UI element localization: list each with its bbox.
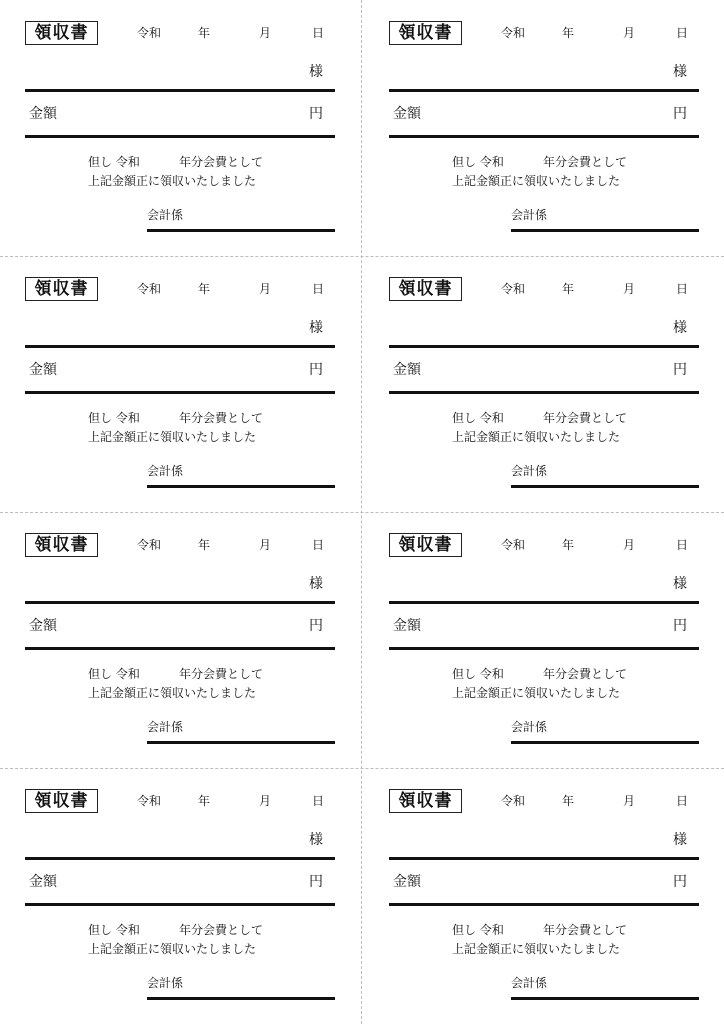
honorific-label: 様 [673, 832, 687, 848]
yen-label: 円 [309, 362, 323, 378]
honorific-label: 様 [309, 320, 323, 336]
proviso-prefix: 但し 令和 [88, 923, 140, 937]
honorific-label: 様 [309, 576, 323, 592]
confirmation-text: 上記金額正に領収いたしました [452, 686, 621, 700]
recipient-line [389, 345, 699, 348]
yen-label: 円 [673, 874, 687, 890]
receipt-card-r2 [0, 256, 362, 512]
receipt-title: 領収書 [389, 789, 462, 813]
yen-label: 円 [673, 362, 687, 378]
year-label: 年 [198, 794, 211, 808]
day-label: 日 [312, 538, 325, 552]
era-label: 令和 [137, 794, 162, 808]
day-label: 日 [676, 282, 689, 296]
recipient-line [25, 857, 335, 860]
month-label: 月 [259, 538, 272, 552]
amount-line [25, 647, 335, 650]
amount-label: 金額 [393, 106, 421, 122]
amount-line [389, 391, 699, 394]
yen-label: 円 [673, 106, 687, 122]
year-label: 年 [562, 794, 575, 808]
confirmation-text: 上記金額正に領収いたしました [88, 174, 257, 188]
receipt-title: 領収書 [25, 789, 98, 813]
clerk-label: 会計係 [147, 208, 184, 222]
proviso-suffix: 年分会費として [543, 411, 628, 425]
proviso-suffix: 年分会費として [179, 667, 264, 681]
receipt-card-r5 [364, 0, 724, 256]
era-label: 令和 [501, 538, 526, 552]
month-label: 月 [623, 26, 636, 40]
month-label: 月 [623, 538, 636, 552]
amount-line [25, 903, 335, 906]
year-label: 年 [198, 26, 211, 40]
recipient-line [389, 857, 699, 860]
amount-line [389, 647, 699, 650]
receipt-title: 領収書 [25, 277, 98, 301]
day-label: 日 [312, 26, 325, 40]
receipt-card-r6 [364, 256, 724, 512]
proviso-prefix: 但し 令和 [452, 923, 504, 937]
receipt-title: 領収書 [25, 533, 98, 557]
clerk-signature-line [147, 229, 335, 232]
clerk-label: 会計係 [511, 464, 548, 478]
era-label: 令和 [137, 282, 162, 296]
recipient-line [389, 89, 699, 92]
amount-line [389, 135, 699, 138]
clerk-signature-line [511, 229, 699, 232]
confirmation-text: 上記金額正に領収いたしました [88, 686, 257, 700]
proviso-suffix: 年分会費として [543, 667, 628, 681]
month-label: 月 [623, 282, 636, 296]
receipt-title: 領収書 [389, 533, 462, 557]
month-label: 月 [259, 794, 272, 808]
clerk-signature-line [147, 485, 335, 488]
proviso-prefix: 但し 令和 [88, 155, 140, 169]
clerk-signature-line [511, 741, 699, 744]
day-label: 日 [312, 794, 325, 808]
proviso-suffix: 年分会費として [179, 155, 264, 169]
amount-label: 金額 [29, 874, 57, 890]
yen-label: 円 [309, 618, 323, 634]
honorific-label: 様 [309, 832, 323, 848]
honorific-label: 様 [673, 576, 687, 592]
confirmation-text: 上記金額正に領収いたしました [88, 942, 257, 956]
amount-label: 金額 [29, 618, 57, 634]
yen-label: 円 [673, 618, 687, 634]
receipt-card-r3 [0, 512, 362, 768]
clerk-label: 会計係 [147, 464, 184, 478]
day-label: 日 [676, 794, 689, 808]
proviso-prefix: 但し 令和 [88, 411, 140, 425]
clerk-label: 会計係 [511, 720, 548, 734]
recipient-line [389, 601, 699, 604]
month-label: 月 [259, 282, 272, 296]
proviso-suffix: 年分会費として [543, 155, 628, 169]
year-label: 年 [198, 282, 211, 296]
era-label: 令和 [501, 26, 526, 40]
receipt-title: 領収書 [25, 21, 98, 45]
recipient-line [25, 601, 335, 604]
month-label: 月 [259, 26, 272, 40]
era-label: 令和 [137, 538, 162, 552]
clerk-label: 会計係 [147, 720, 184, 734]
confirmation-text: 上記金額正に領収いたしました [452, 430, 621, 444]
era-label: 令和 [137, 26, 162, 40]
amount-line [25, 391, 335, 394]
amount-label: 金額 [393, 874, 421, 890]
amount-label: 金額 [393, 618, 421, 634]
confirmation-text: 上記金額正に領収いたしました [452, 942, 621, 956]
confirmation-text: 上記金額正に領収いたしました [452, 174, 621, 188]
amount-label: 金額 [393, 362, 421, 378]
clerk-signature-line [147, 741, 335, 744]
year-label: 年 [562, 538, 575, 552]
receipt-title: 領収書 [389, 277, 462, 301]
amount-label: 金額 [29, 106, 57, 122]
yen-label: 円 [309, 106, 323, 122]
receipt-title: 領収書 [389, 21, 462, 45]
clerk-signature-line [511, 997, 699, 1000]
clerk-label: 会計係 [511, 208, 548, 222]
year-label: 年 [198, 538, 211, 552]
year-label: 年 [562, 26, 575, 40]
confirmation-text: 上記金額正に領収いたしました [88, 430, 257, 444]
receipt-card-r1 [0, 0, 362, 256]
receipt-card-r4 [0, 768, 362, 1024]
proviso-prefix: 但し 令和 [452, 155, 504, 169]
amount-line [25, 135, 335, 138]
clerk-signature-line [147, 997, 335, 1000]
proviso-prefix: 但し 令和 [452, 667, 504, 681]
clerk-label: 会計係 [511, 976, 548, 990]
proviso-prefix: 但し 令和 [88, 667, 140, 681]
clerk-signature-line [511, 485, 699, 488]
proviso-prefix: 但し 令和 [452, 411, 504, 425]
day-label: 日 [676, 538, 689, 552]
day-label: 日 [312, 282, 325, 296]
proviso-suffix: 年分会費として [179, 923, 264, 937]
proviso-suffix: 年分会費として [179, 411, 264, 425]
receipt-card-r7 [364, 512, 724, 768]
honorific-label: 様 [673, 320, 687, 336]
era-label: 令和 [501, 282, 526, 296]
honorific-label: 様 [673, 64, 687, 80]
honorific-label: 様 [309, 64, 323, 80]
yen-label: 円 [309, 874, 323, 890]
receipt-card-r8 [364, 768, 724, 1024]
recipient-line [25, 345, 335, 348]
month-label: 月 [623, 794, 636, 808]
recipient-line [25, 89, 335, 92]
day-label: 日 [676, 26, 689, 40]
year-label: 年 [562, 282, 575, 296]
era-label: 令和 [501, 794, 526, 808]
amount-line [389, 903, 699, 906]
proviso-suffix: 年分会費として [543, 923, 628, 937]
clerk-label: 会計係 [147, 976, 184, 990]
amount-label: 金額 [29, 362, 57, 378]
